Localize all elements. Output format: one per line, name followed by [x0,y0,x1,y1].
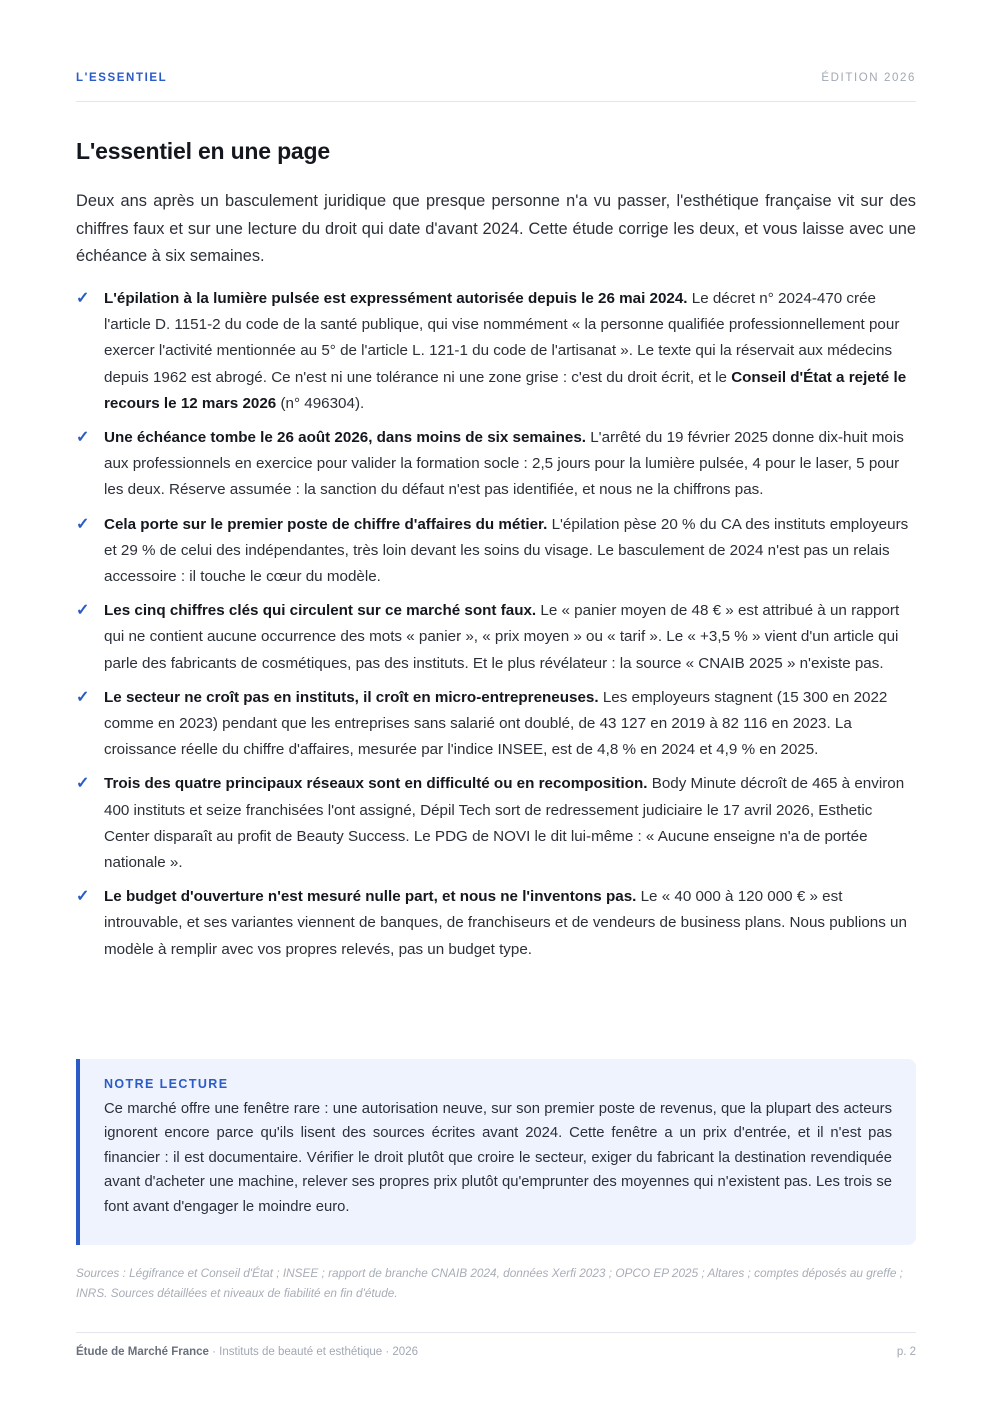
point-text: Les employeurs stagnent (15 300 en 2022 comme en 2023) pendant que les entreprises sans salarié ont doublé, de 43 127 en 2019 à 82 116 en 2023. La croissance réelle du chiffre d'affaires, mesurée par l'indice INSEE, est de 4,8 % en 2024 et 4,9 % en 2025. [104,688,888,759]
list-item [76,425,916,504]
footer-subtitle: · Instituts de beauté et esthétique · 2026 [208,1346,418,1358]
running-header [76,70,916,102]
list-item [76,771,916,876]
key-points-list [76,286,916,971]
check-icon: ✓ [76,888,90,906]
callout-label: NOTRE LECTURE [104,1077,229,1091]
list-item [76,685,916,764]
list-item [76,884,916,963]
point-text: Body Minute décroît de 465 à environ 400 instituts et seize franchisées l'ont assigné, Dépil Tech sort de redressement judiciaire le 17 avril 2026, Esthetic Center disparaît au profit de Beauty Success. Le PDG de NOVI le dit lui-même : « Aucune enseigne n'a de portée nationale ». [104,775,905,872]
point-lead: Le budget d'ouverture n'est mesuré nulle part, et nous ne l'inventons pas. [104,888,637,906]
point-lead: Trois des quatre principaux réseaux sont en difficulté ou en recomposition. [104,775,648,793]
section-label: L'ESSENTIEL [76,72,168,84]
document-page [76,0,916,1404]
edition-label: ÉDITION 2026 [821,72,916,84]
page-number: p. 2 [896,1346,916,1358]
running-footer [76,1332,916,1363]
check-icon: ✓ [76,290,90,307]
check-icon: ✓ [76,602,90,620]
point-lead: Une échéance tombe le 26 août 2026, dans moins de six semaines. [104,429,586,447]
point-text: Le décret n° 2024-470 crée l'article D. 1151-2 du code de la santé publique, qui vise nommément « la personne qualifiée professionnellement pour exercer l'activité mentionnée au 5° de l'article L. 121-1 du code de l'artisanat ». Le texte qui la réservait aux médecins depuis 1962 est abrogé. Ce n'est ni une tolérance ni une zone grise : c'est du droit écrit, et le [104,290,900,386]
point-text: Le « panier moyen de 48 € » est attribué à un rapport qui ne contient aucune occurrence des mots « panier », « prix moyen » ou « tarif ». Le « +3,5 % » vient d'un article qui parle des fabricants de cosmétiques, pas des instituts. Et le plus révélateur : la source « CNAIB 2025 » n'existe pas. [104,602,900,672]
check-icon: ✓ [76,688,90,706]
check-icon: ✓ [76,515,90,533]
check-icon: ✓ [76,429,90,447]
point-lead: Le secteur ne croît pas en instituts, il croît en micro-entrepreneuses. [104,688,599,706]
check-icon: ✓ [76,775,90,793]
point-tail: (n° 496304). [276,394,365,412]
list-item [76,512,916,591]
point-lead: L'épilation à la lumière pulsée est expressément autorisée depuis le 26 mai 2024. [104,290,688,307]
reading-callout [76,1059,916,1245]
list-item [76,286,916,417]
point-text: L'épilation pèse 20 % du CA des instituts employeurs et 29 % de celui des indépendantes, très loin devant les soins du visage. Le basculement de 2024 n'est pas un relais accessoire : il touche le cœur du modèle. [104,515,909,586]
list-item [76,598,916,677]
sources-note: Sources : Légifrance et Conseil d'État ; INSEE ; rapport de branche CNAIB 2024, données Xerfi 2023 ; OPCO EP 2025 ; Altares ; comptes déposés au greffe ; INRS. Sources détaillées et niveaux de fiabilité en fin d'étude. [76,1266,903,1300]
point-text: Le « 40 000 à 120 000 € » est introuvable, et ses variantes viennent de banques, de franchiseurs et de vendeurs de business plans. Nous publions un modèle à remplir avec vos propres relevés, pas un budget type. [104,888,907,958]
point-lead: Cela porte sur le premier poste de chiffre d'affaires du métier. [104,515,548,533]
point-emphasis: Conseil d'État a rejeté le recours le 12 mars 2026 [104,368,907,412]
point-text: L'arrêté du 19 février 2025 donne dix-huit mois aux professionnels en exercice pour valider la formation socle : 2,5 jours pour la lumière pulsée, 4 pour le laser, 5 pour les deux. Réserve assumée : la sanction du défaut n'est pas identifiée, et nous ne la chiffrons pas. [104,429,904,499]
callout-text: Ce marché offre une fenêtre rare : une autorisation neuve, sur son premier poste de revenus, que la plupart des acteurs ignorent encore parce qu'ils lisent des sources écrites avant 2024. Cette fenêtre a un prix d'entrée, et il n'est pas financier : il est documentaire. Vérifier le droit plutôt que croire le secteur, exiger du fabricant la destination revendiquée avant d'acheter une machine, relever ses propres prix plutôt qu'emprunter des moyennes qui n'existent pas. Les trois se font avant d'engager le moindre euro. [104,1101,892,1215]
footer-title [76,1346,418,1358]
footer-brand: Étude de Marché France [76,1346,209,1358]
point-lead: Les cinq chiffres clés qui circulent sur ce marché sont faux. [104,602,537,620]
page-title: L'essentiel en une page [76,138,330,164]
intro-paragraph: Deux ans après un basculement juridique que presque personne n'a vu passer, l'esthétique française vit sur des chiffres faux et sur une lecture du droit qui date d'avant 2024. Cette étude corrige les deux, et vous laisse avec une échéance à six semaines. [76,192,916,265]
